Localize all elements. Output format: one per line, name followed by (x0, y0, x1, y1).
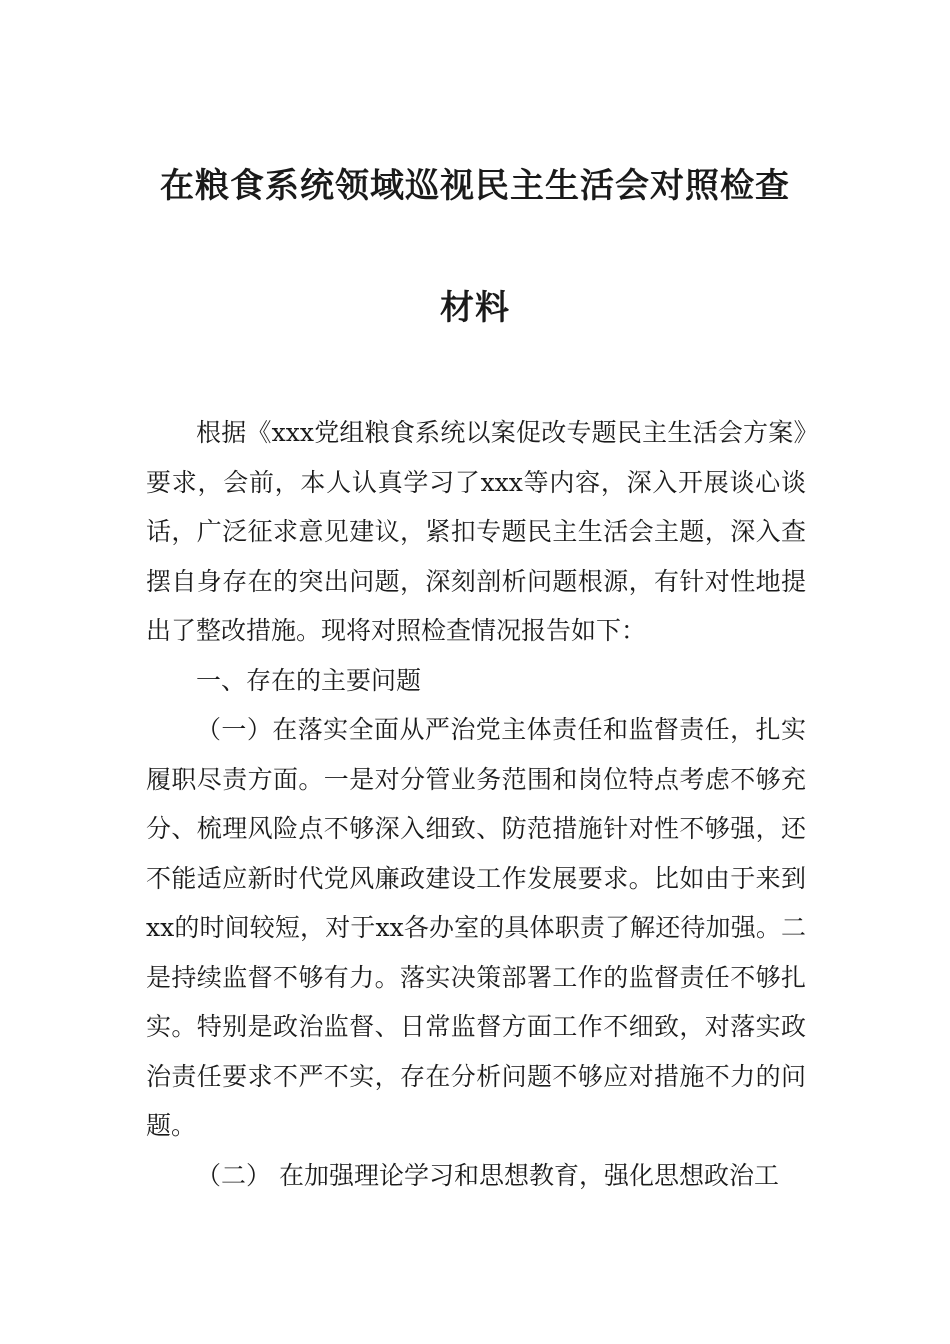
intro-paragraph: 根据《xxx党组粮食系统以案促改专题民主生活会方案》要求，会前，本人认真学习了xxx等内容，深入开展谈心谈话，广泛征求意见建议，紧扣专题民主生活会主题，深入查摆自身存在的突出问题，深刻剖析问题根源，有针对性地提出了整改措施。现将对照检查情况报告如下： (146, 418, 806, 645)
section-heading-problems: 一、存在的主要问题 (196, 665, 422, 695)
document-title-line-2: 材料 (440, 288, 510, 328)
subsection-paragraph-1: （一）在落实全面从严治党主体责任和监督责任，扎实履职尽责方面。一是对分管业务范围和岗位特点考虑不够充分、梳理风险点不够深入细致、防范措施针对性不够强，还不能适应新时代党风廉政建设工作发展要求。比如由于来到xx的时间较短，对于xx各办室的具体职责了解还待加强。二是持续监督不够有力。落实决策部署工作的监督责任不够扎实。特别是政治监督、日常监督方面工作不细致，对落实政治责任要求不严不实，存在分析问题不够应对措施不力的问题。 (146, 715, 806, 1140)
document-body (146, 408, 806, 1200)
subsection-paragraph-2: （二） 在加强理论学习和思想教育，强化思想政治工 (196, 1160, 779, 1190)
document-title-line-1: 在粮食系统领域巡视民主生活会对照检查 (160, 166, 790, 206)
